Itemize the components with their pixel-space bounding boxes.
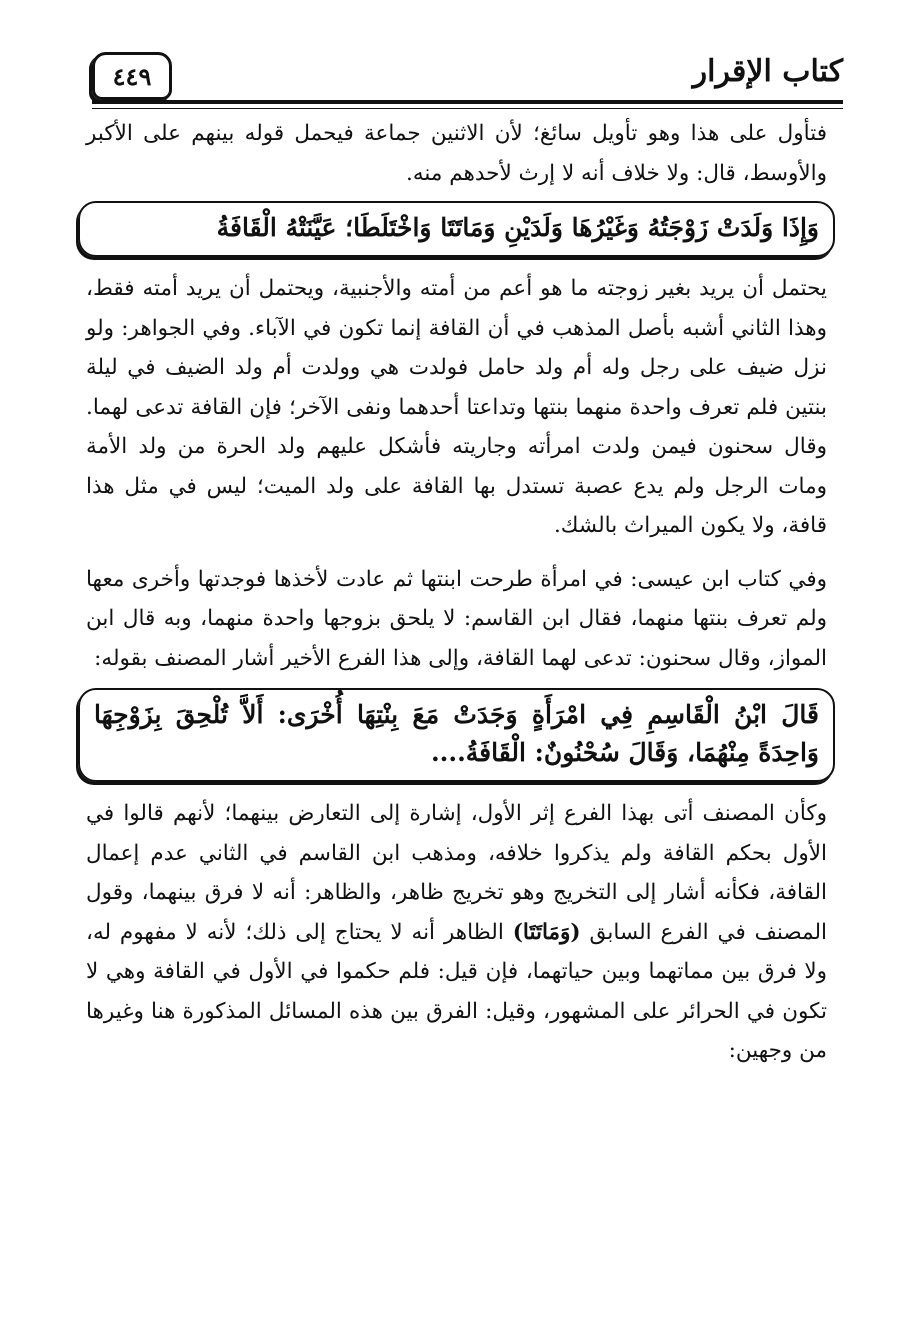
- book-title: كتاب الإقرار: [692, 54, 843, 89]
- paragraph-4-part-a: وكأن المصنف أتى بهذا الفرع إثر الأول، إشارة إلى التعارض بينهما؛ لأنهم قالوا في الأول بحكم القافة ولم يذكروا خلافه، ومذهب ابن القاسم في الثاني عدم إعمال القافة، فكأنه أشار إلى التخريج وهو تخريج ظاهر، والظاهر: أنه لا فرق بينهما، وقول المصنف في الفرع السابق: [86, 801, 827, 945]
- paragraph-3: وفي كتاب ابن عيسى: في امرأة طرحت ابنتها ثم عادت لأخذها فوجدتها وأخرى معها ولم تعرف بنتها منهما، فقال ابن القاسم: لا يلحق بزوجها واحدة منهما، وبه قال ابن المواز، وقال سحنون: تدعى لهما القافة، وإلى هذا الفرع الأخير أشار المصنف بقوله:: [86, 566, 827, 671]
- matn-box-2: قَالَ ابْنُ الْقَاسِمِ فِي امْرَأَةٍ وَجَدَتْ مَعَ بِنْتِهَا أُخْرَى: أَلاَّ تُلْحِقَ بِزَوْجِهَا وَاحِدَةً مِنْهُمَا، وَقَالَ سُحْنُونٌ: الْقَافَةُ....: [78, 688, 835, 782]
- quoted-matn-word: (وَمَاتَتَا): [512, 919, 581, 945]
- page-body: [86, 114, 827, 1071]
- paragraph-4: [86, 794, 827, 1071]
- paragraph-gap: [86, 546, 827, 560]
- paragraph-2: يحتمل أن يريد بغير زوجته ما هو أعم من أمته والأجنبية، ويحتمل أن يريد أمته فقط، وهذا الثاني أشبه بأصل المذهب في أن القافة إنما تكون في الآباء. وفي الجواهر: ولو نزل ضيف على رجل وله أم ولد حامل فولدت هي وولدت أم ولد الضيف في ليلة بنتين فلم تعرف واحدة منهما بنتها وتداعتا أحدهما ونفى الآخر؛ فإن القافة تدعى لهما. وقال سحنون فيمن ولدت امرأته وجاريته فأشكل عليهم ولد الحرة من ولد الأمة ومات الرجل ولم يدع عصبة تستدل بها القافة على ولد الميت؛ ليس في مثل هذا قافة، ولا يكون الميراث بالشك.: [86, 276, 827, 538]
- page-header: [92, 52, 843, 104]
- paragraph-4-part-b: الظاهر أنه لا يحتاج إلى ذلك؛ لأنه لا مفهوم له، ولا فرق بين مماتهما وبين حياتهما، فإن قيل: فلم حكموا في الأول في القافة وهي لا تكون في الحرائر على المشهور، وقيل: الفرق بين هذه المسائل المذكورة هنا وغيرها من وجهين:: [86, 919, 827, 1063]
- matn-box-1: وَإِذَا وَلَدَتْ زَوْجَتُهُ وَغَيْرُهَا وَلَدَيْنِ وَمَاتَتَا وَاخْتَلَطَا؛ عَيَّنَتْهُ الْقَافَةُ: [78, 201, 835, 257]
- paragraph-1: فتأول على هذا وهو تأويل سائغ؛ لأن الاثنين جماعة فيحمل قوله بينهم على الأكبر والأوسط، قال: ولا خلاف أنه لا إرث لأحدهم منه.: [86, 121, 827, 186]
- page-number: ٤٤٩: [92, 52, 172, 100]
